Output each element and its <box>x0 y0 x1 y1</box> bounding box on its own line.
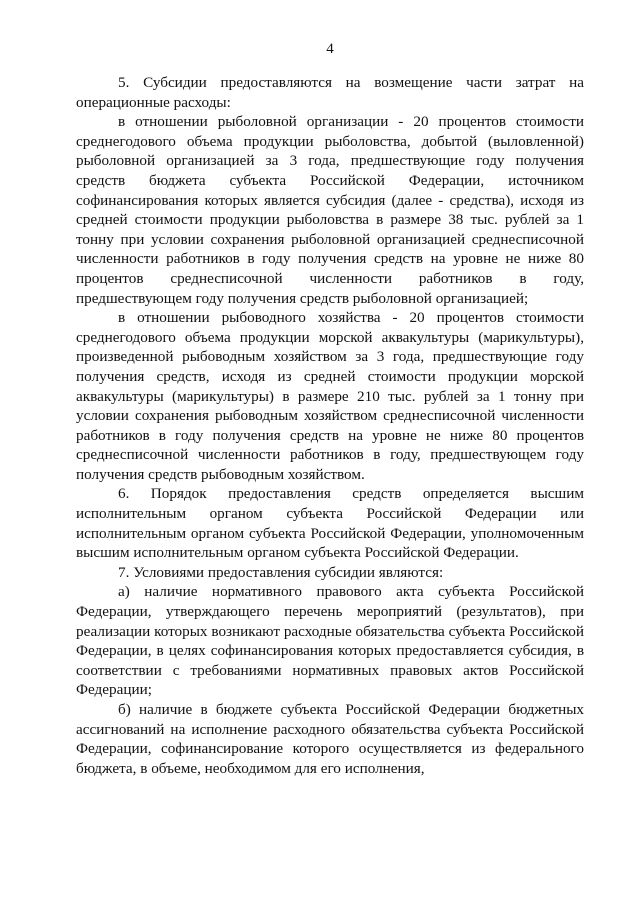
page-number: 4 <box>326 41 334 57</box>
paragraph-item-7: 7. Условиями предоставления субсидии являются: <box>118 563 444 581</box>
paragraph-item-7b: б) наличие в бюджете субъекта Российской Федерации бюджетных ассигнований на исполнение расходного обязательства субъекта Российской Федерации, софинансирование которого осуществляется из федерального бюджета, в объеме, необходимом для его исполнения, <box>76 701 584 777</box>
paragraph-item-6: 6. Порядок предоставления средств определяется высшим исполнительным органом субъекта Российской Федерации или исполнительным органом субъекта Российской Федерации, уполномоченным высшим исполнительным органом субъекта Российской Федерации. <box>76 485 584 562</box>
paragraph-fish-farm: в отношении рыбоводного хозяйства - 20 процентов стоимости среднегодового объема продукции морской аквакультуры (марикультуры), произведенной рыбоводным хозяйством за 3 года, предшествующие году получения средств, исходя из средней стоимости продукции морской аквакультуры (марикультуры) в размере 210 тыс. рублей за 1 тонну при условии сохранения рыбоводным хозяйством среднесписочной численности работников в году получения средств на уровне не ниже 80 процентов среднесписочной численности работников в году, предшествующем году получения средств рыбоводным хозяйством. <box>76 309 584 483</box>
paragraph-item-5: 5. Субсидии предоставляются на возмещение части затрат на операционные расходы: <box>76 74 584 111</box>
paragraph-fishing-organization: в отношении рыболовной организации - 20 процентов стоимости среднегодового объема продукции рыболовства, добытой (выловленной) рыболовной организацией за 3 года, предшествующие году получения средств бюджета субъекта Российской Федерации, источником софинансирования которых является субсидия (далее - средства), исходя из средней стоимости продукции рыболовства в размере 38 тыс. рублей за 1 тонну при условии сохранения рыболовной организацией среднесписочной численности работников в году получения средств на уровне не ниже 80 процентов среднесписочной численности работников в году, предшествующем году получения средств рыболовной организацией; <box>76 113 584 307</box>
paragraph-item-7a: а) наличие нормативного правового акта субъекта Российской Федерации, утверждающего перечень мероприятий (результатов), при реализации которых возникают расходные обязательства субъекта Российской Федерации, в целях софинансирования которых предоставляется субсидия, в соответствии с требованиями нормативных правовых актов Российской Федерации; <box>76 583 584 699</box>
